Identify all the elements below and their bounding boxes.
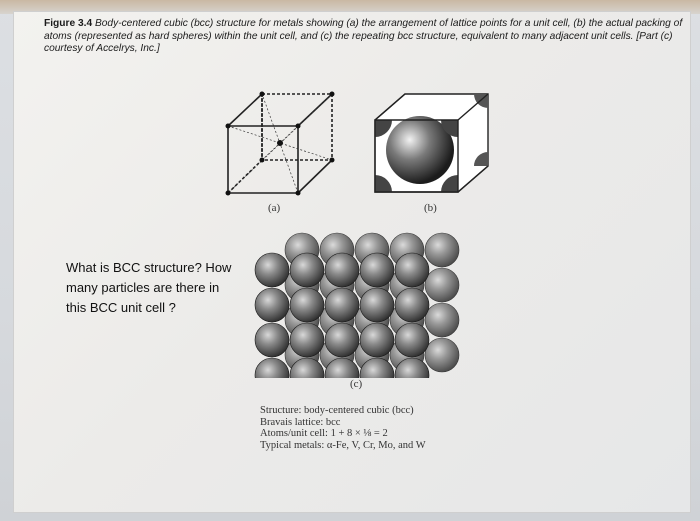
structure-info — [260, 405, 520, 451]
atom-sphere — [255, 323, 289, 357]
atom-sphere — [395, 323, 429, 357]
atom-sphere — [395, 288, 429, 322]
atom-sphere — [425, 338, 459, 372]
atom-sphere — [325, 288, 359, 322]
atom-sphere — [425, 233, 459, 267]
atom-sphere — [360, 253, 394, 287]
atom-sphere — [255, 358, 289, 378]
atom-sphere — [290, 323, 324, 357]
atom-sphere — [325, 253, 359, 287]
atom-sphere — [290, 253, 324, 287]
figure-label: Figure 3.4 — [44, 18, 93, 29]
atom-sphere — [290, 288, 324, 322]
atom-sphere — [255, 253, 289, 287]
bcc-sphere-stack-diagram — [250, 228, 470, 378]
atom-sphere — [360, 288, 394, 322]
question-text: What is BCC structure? How many particles are there in this BCC unit cell ? — [66, 260, 232, 315]
panel-label-b: (b) — [424, 202, 437, 214]
hard-sphere-unit-cell-diagram — [370, 90, 495, 195]
atom-sphere — [360, 323, 394, 357]
panel-label-c: (c) — [350, 378, 363, 390]
info-metals: Typical metals: α-Fe, V, Cr, Mo, and W — [260, 439, 426, 451]
info-lattice: Bravais lattice: bcc — [260, 416, 341, 428]
atom-sphere — [395, 253, 429, 287]
lattice-unit-cell-diagram — [220, 88, 345, 203]
figure-caption — [44, 18, 684, 56]
caption-text: Body-centered cubic (bcc) structure for metals showing (a) the arrangement of lattice points for a unit cell, (b) the actual packing of atoms (represented as hard spheres) within the unit cell, and (c) the repeating bcc structure, equivalent to many adjacent unit cells. [Part (c) courtesy of Accelrys, Inc.] — [44, 18, 683, 55]
atom-sphere — [425, 303, 459, 337]
info-atoms: Atoms/unit cell: 1 + 8 × ⅛ = 2 — [260, 428, 388, 440]
info-structure: Structure: body-centered cubic (bcc) — [260, 405, 414, 416]
atom-sphere — [425, 268, 459, 302]
atom-sphere — [325, 323, 359, 357]
panel-label-a: (a) — [268, 202, 281, 214]
atom-sphere — [255, 288, 289, 322]
